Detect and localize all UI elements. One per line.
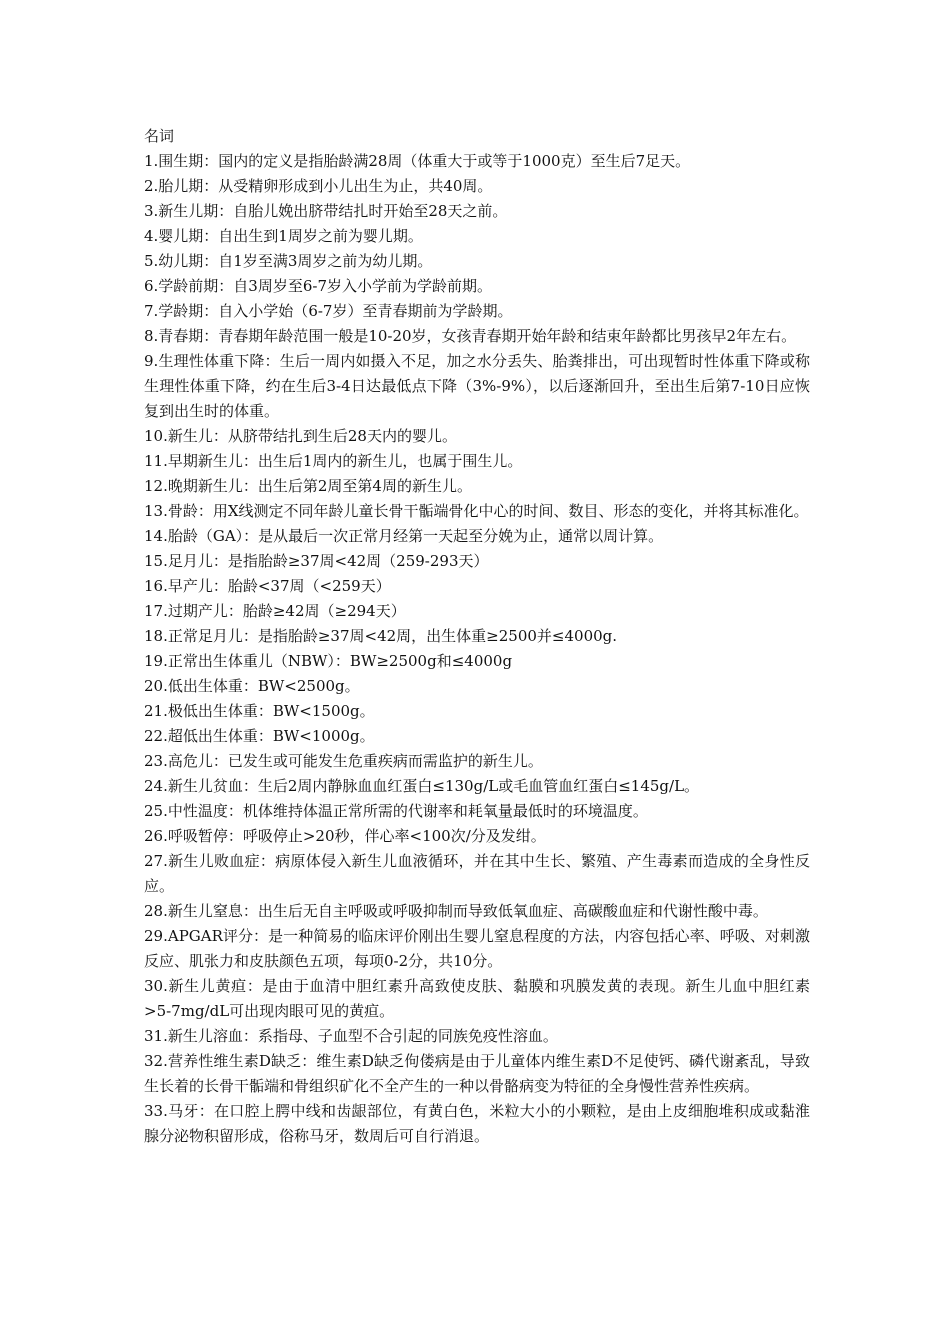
term-1: 1.围生期：国内的定义是指胎龄满28周（体重大于或等于1000克）至生后7足天。 bbox=[144, 152, 691, 170]
term-13: 13.骨龄：用X线测定不同年龄儿童长骨干骺端骨化中心的时间、数目、形态的变化，并将其标准化。 bbox=[144, 502, 809, 520]
term-11: 11.早期新生儿：出生后1周内的新生儿，也属于围生儿。 bbox=[144, 452, 523, 470]
term-31: 31.新生儿溶血：系指母、子血型不合引起的同族免疫性溶血。 bbox=[144, 1027, 558, 1045]
section-heading: 名词 bbox=[144, 127, 175, 145]
term-27: 27.新生儿败血症：病原体侵入新生儿血液循环，并在其中生长、繁殖、产生毒素而造成的全身性反应。 bbox=[144, 852, 810, 895]
term-25: 25.中性温度：机体维持体温正常所需的代谢率和耗氧量最低时的环境温度。 bbox=[144, 802, 648, 820]
term-16: 16.早产儿：胎龄<37周（<259天） bbox=[144, 577, 391, 595]
document-body bbox=[144, 124, 810, 1149]
term-33: 33.马牙：在口腔上腭中线和齿龈部位，有黄白色，米粒大小的小颗粒，是由上皮细胞堆积成或黏淮腺分泌物积留形成，俗称马牙，数周后可自行消退。 bbox=[144, 1102, 810, 1145]
term-7: 7.学龄期：自入小学始（6-7岁）至青春期前为学龄期。 bbox=[144, 302, 513, 320]
term-12: 12.晚期新生儿：出生后第2周至第4周的新生儿。 bbox=[144, 477, 472, 495]
term-10: 10.新生儿：从脐带结扎到生后28天内的婴儿。 bbox=[144, 427, 457, 445]
term-list bbox=[144, 149, 810, 1149]
term-29: 29.APGAR评分：是一种简易的临床评价刚出生婴儿窒息程度的方法，内容包括心率、呼吸、对刺激反应、肌张力和皮肤颜色五项，每项0-2分，共10分。 bbox=[144, 927, 810, 970]
term-3: 3.新生儿期：自胎儿娩出脐带结扎时开始至28天之前。 bbox=[144, 202, 508, 220]
term-32: 32.营养性维生素D缺乏：维生素D缺乏佝偻病是由于儿童体内维生素D不足使钙、磷代谢紊乱，导致生长着的长骨干骺端和骨组织矿化不全产生的一种以骨骼病变为特征的全身慢性营养性疾病。 bbox=[144, 1052, 810, 1095]
term-15: 15.足月儿：是指胎龄≥37周<42周（259-293天） bbox=[144, 552, 489, 570]
term-26: 26.呼吸暂停：呼吸停止>20秒，伴心率<100次/分及发绀。 bbox=[144, 827, 546, 845]
term-28: 28.新生儿窒息：出生后无自主呼吸或呼吸抑制而导致低氧血症、高碳酸血症和代谢性酸中毒。 bbox=[144, 902, 768, 920]
term-14: 14.胎龄（GA）：是从最后一次正常月经第一天起至分娩为止，通常以周计算。 bbox=[144, 527, 664, 545]
term-5: 5.幼儿期：自1岁至满3周岁之前为幼儿期。 bbox=[144, 252, 433, 270]
term-8: 8.青春期：青春期年龄范围一般是10-20岁，女孩青春期开始年龄和结束年龄都比男孩早2年左右。 bbox=[144, 327, 797, 345]
term-24: 24.新生儿贫血：生后2周内静脉血血红蛋白≤130g/L或毛血管血红蛋白≤145g/L。 bbox=[144, 777, 700, 795]
term-19: 19.正常出生体重儿（NBW）：BW≥2500g和≤4000g bbox=[144, 652, 513, 670]
term-30: 30.新生儿黄疸：是由于血清中胆红素升高致使皮肤、黏膜和巩膜发黄的表现。新生儿血中胆红素>5-7mg/dL可出现肉眼可见的黄疸。 bbox=[144, 977, 810, 1020]
term-17: 17.过期产儿：胎龄≥42周（≥294天） bbox=[144, 602, 406, 620]
term-23: 23.高危儿：已发生或可能发生危重疾病而需监护的新生儿。 bbox=[144, 752, 543, 770]
term-2: 2.胎儿期：从受精卵形成到小儿出生为止，共40周。 bbox=[144, 177, 493, 195]
term-18: 18.正常足月儿：是指胎龄≥37周<42周，出生体重≥2500并≤4000g. bbox=[144, 627, 618, 645]
term-21: 21.极低出生体重：BW<1500g。 bbox=[144, 702, 375, 720]
term-9: 9.生理性体重下降：生后一周内如摄入不足，加之水分丢失、胎粪排出，可出现暂时性体重下降或称生理性体重下降，约在生后3-4日达最低点下降（3%-9%），以后逐渐回升，至出生后第7-10日应恢复到出生时的体重。 bbox=[144, 352, 810, 420]
term-20: 20.低出生体重：BW<2500g。 bbox=[144, 677, 360, 695]
term-22: 22.超低出生体重：BW<1000g。 bbox=[144, 727, 375, 745]
term-6: 6.学龄前期：自3周岁至6-7岁入小学前为学龄前期。 bbox=[144, 277, 493, 295]
term-4: 4.婴儿期：自出生到1周岁之前为婴儿期。 bbox=[144, 227, 423, 245]
